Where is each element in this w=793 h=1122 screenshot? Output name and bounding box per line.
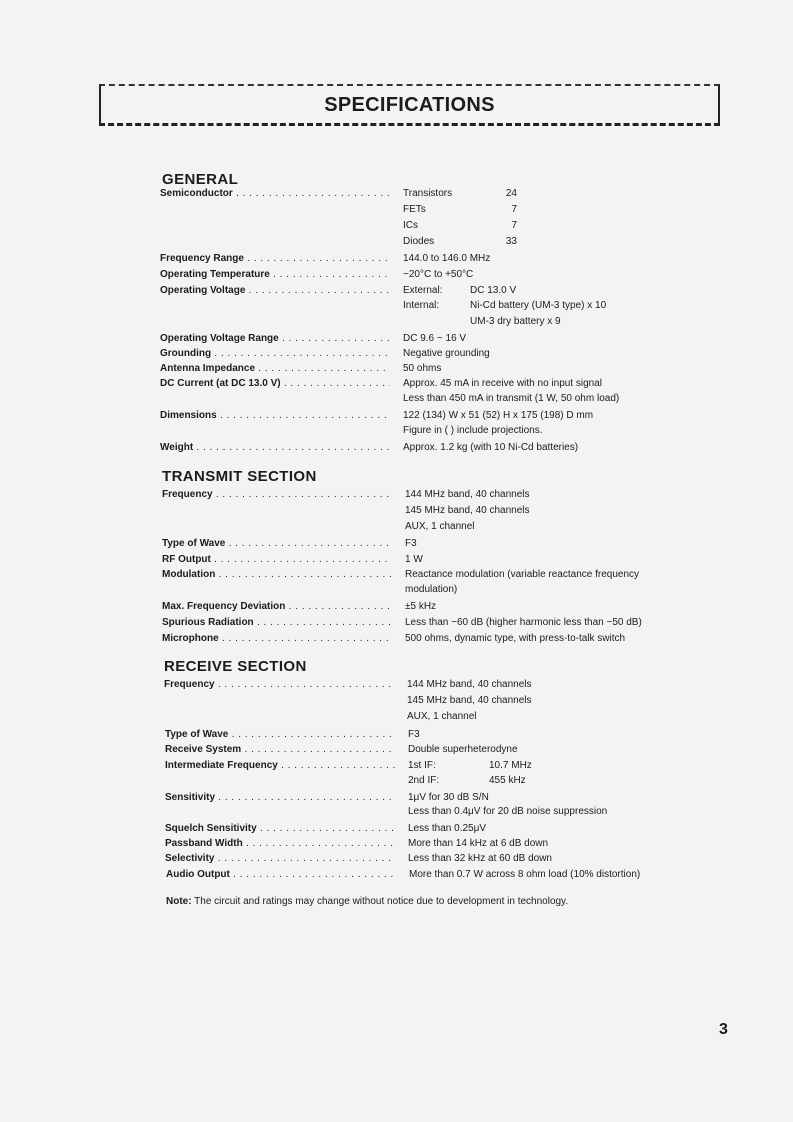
spec-row-dimensions <box>160 408 690 424</box>
spec-value: Figure in ( ) include projections. <box>403 425 543 436</box>
spec-row-ics <box>160 218 690 234</box>
page-number: 3 <box>719 1021 728 1038</box>
spec-value: 145 MHz band, 40 channels <box>407 695 532 706</box>
spec-value: Less than −60 dB (higher harmonic less than −50 dB) <box>405 617 642 628</box>
spec-row-tx-frequency <box>162 487 692 503</box>
spec-label: Passband Width . . . <box>165 836 395 852</box>
spec-label: Spurious Radiation . . . <box>162 615 392 631</box>
spec-key: Internal: <box>403 300 440 311</box>
spec-row-audio-output <box>166 867 696 883</box>
spec-value: Diodes <box>403 236 435 247</box>
spec-value: −20°C to +50°C <box>403 269 474 280</box>
spec-value: Reactance modulation (variable reactance frequency <box>405 569 640 580</box>
spec-row-rx-frequency <box>164 677 694 693</box>
general-heading: GENERAL <box>162 171 239 188</box>
receive-heading: RECEIVE SECTION <box>164 658 307 675</box>
spec-value: modulation) <box>405 584 458 595</box>
spec-value: ICs <box>403 220 418 231</box>
spec-label: Frequency . . . <box>162 487 392 503</box>
spec-row-frequency-range <box>160 251 690 267</box>
spec-count: 7 <box>511 204 517 215</box>
spec-row-microphone <box>162 631 692 647</box>
spec-value: Transistors <box>403 188 453 199</box>
spec-value: Ni-Cd battery (UM-3 type) x 10 <box>470 300 607 311</box>
spec-label: Squelch Sensitivity . . . <box>165 821 395 837</box>
spec-count: 7 <box>511 220 517 231</box>
spec-row-modulation <box>162 567 692 583</box>
spec-row-operating-voltage-range <box>160 331 690 347</box>
spec-row-selectivity <box>165 851 695 867</box>
spec-row-fets <box>160 202 690 218</box>
spec-value: FETs <box>403 204 426 215</box>
spec-label: Operating Voltage . . . <box>160 283 390 299</box>
spec-row-tx-frequency-2 <box>162 503 692 519</box>
spec-count: 24 <box>505 188 517 199</box>
spec-value: F3 <box>405 538 417 549</box>
spec-value: AUX, 1 channel <box>407 711 477 722</box>
spec-label: Operating Voltage Range . . . <box>160 331 390 347</box>
spec-row-operating-voltage <box>160 283 690 299</box>
spec-row-tx-type-of-wave <box>162 536 692 552</box>
spec-label: Weight . . . <box>160 440 390 456</box>
spec-label: Max. Frequency Deviation . . . <box>162 599 392 615</box>
spec-value: Approx. 1.2 kg (with 10 Ni-Cd batteries) <box>403 442 579 453</box>
transmit-heading: TRANSMIT SECTION <box>162 468 317 485</box>
spec-row-weight <box>160 440 690 456</box>
spec-value: 145 MHz band, 40 channels <box>405 505 530 516</box>
spec-label: Receive System . . . <box>165 742 395 758</box>
spec-value: 144 MHz band, 40 channels <box>405 489 530 500</box>
spec-value: UM-3 dry battery x 9 <box>470 316 561 327</box>
spec-row-rx-frequency-3 <box>164 709 694 725</box>
spec-label: Type of Wave . . . <box>165 727 395 743</box>
note-label: Note: <box>166 896 192 907</box>
spec-value: DC 9.6 ~ 16 V <box>403 333 467 344</box>
spec-value: Less than 32 kHz at 60 dB down <box>408 853 552 864</box>
spec-label: Intermediate Frequency . . . <box>165 758 395 774</box>
spec-value: 122 (134) W x 51 (52) H x 175 (198) D mm <box>403 410 594 421</box>
spec-row-voltage-internal-2 <box>160 314 690 330</box>
spec-row-tx-frequency-3 <box>162 519 692 535</box>
spec-row-max-deviation <box>162 599 692 615</box>
spec-value: 144.0 to 146.0 MHz <box>403 253 491 264</box>
spec-row-squelch-sensitivity <box>165 821 695 837</box>
note-text: The circuit and ratings may change without notice due to development in technology. <box>194 896 569 907</box>
spec-key: 1st IF: <box>408 760 436 771</box>
spec-row-dimensions-2 <box>160 423 690 439</box>
spec-row-semiconductor <box>160 186 690 202</box>
spec-row-antenna-impedance <box>160 361 690 377</box>
spec-value: 10.7 MHz <box>489 760 532 771</box>
spec-label: Frequency . . . <box>164 677 394 693</box>
spec-label: Grounding . . . <box>160 346 390 362</box>
spec-row-sensitivity-2 <box>165 804 695 820</box>
spec-label: Modulation . . . <box>162 567 392 583</box>
spec-value: Approx. 45 mA in receive with no input signal <box>403 378 602 389</box>
spec-label: Audio Output . . . <box>166 867 396 883</box>
spec-value: 1 W <box>405 554 423 565</box>
spec-label: Dimensions . . . <box>160 408 390 424</box>
spec-label: Type of Wave . . . <box>162 536 392 552</box>
spec-label: Antenna Impedance . . . <box>160 361 390 377</box>
spec-value: Less than 0.25μV <box>408 823 487 834</box>
spec-key: 2nd IF: <box>408 775 440 786</box>
spec-value: 50 ohms <box>403 363 442 374</box>
spec-row-rx-type-of-wave <box>165 727 695 743</box>
spec-value: Double superheterodyne <box>408 744 518 755</box>
spec-row-dc-current-2 <box>160 391 690 407</box>
spec-value: More than 14 kHz at 6 dB down <box>408 838 549 849</box>
spec-label: Selectivity . . . <box>165 851 395 867</box>
spec-value: ±5 kHz <box>405 601 437 612</box>
spec-row-grounding <box>160 346 690 362</box>
spec-row-diodes <box>160 234 690 250</box>
spec-value: 144 MHz band, 40 channels <box>407 679 532 690</box>
spec-key: External: <box>403 285 443 296</box>
spec-row-rf-output <box>162 552 692 568</box>
spec-value: Negative grounding <box>403 348 490 359</box>
spec-value: 455 kHz <box>489 775 526 786</box>
spec-row-operating-temperature <box>160 267 690 283</box>
spec-row-intermediate-frequency <box>165 758 695 774</box>
title-box <box>99 84 720 126</box>
spec-label: Microphone . . . <box>162 631 392 647</box>
spec-row-spurious-radiation <box>162 615 692 631</box>
spec-value: More than 0.7 W across 8 ohm load (10% distortion) <box>409 869 641 880</box>
spec-value: F3 <box>408 729 420 740</box>
spec-row-rx-frequency-2 <box>164 693 694 709</box>
spec-value: 500 ohms, dynamic type, with press-to-talk switch <box>405 633 626 644</box>
spec-count: 33 <box>505 236 517 247</box>
spec-value: Less than 450 mA in transmit (1 W, 50 ohm load) <box>403 393 620 404</box>
spec-value: Less than 0.4μV for 20 dB noise suppression <box>408 806 608 817</box>
page-title: SPECIFICATIONS <box>324 94 495 116</box>
spec-row-modulation-2 <box>162 582 692 598</box>
spec-label: Operating Temperature . . . <box>160 267 390 283</box>
spec-row-passband-width <box>165 836 695 852</box>
spec-label: Frequency Range . . . <box>160 251 390 267</box>
spec-row-intermediate-frequency-2 <box>165 773 695 789</box>
spec-value: 1μV for 30 dB S/N <box>408 792 489 803</box>
spec-value: AUX, 1 channel <box>405 521 475 532</box>
footnote <box>166 896 568 907</box>
spec-label: RF Output . . . <box>162 552 392 568</box>
spec-row-voltage-internal <box>160 298 690 314</box>
spec-value: DC 13.0 V <box>470 285 517 296</box>
spec-label: Sensitivity . . . <box>165 790 395 806</box>
spec-row-receive-system <box>165 742 695 758</box>
spec-label: DC Current (at DC 13.0 V) . . . <box>160 376 390 392</box>
spec-label: Semiconductor . . . <box>160 186 390 202</box>
spec-row-dc-current <box>160 376 690 392</box>
